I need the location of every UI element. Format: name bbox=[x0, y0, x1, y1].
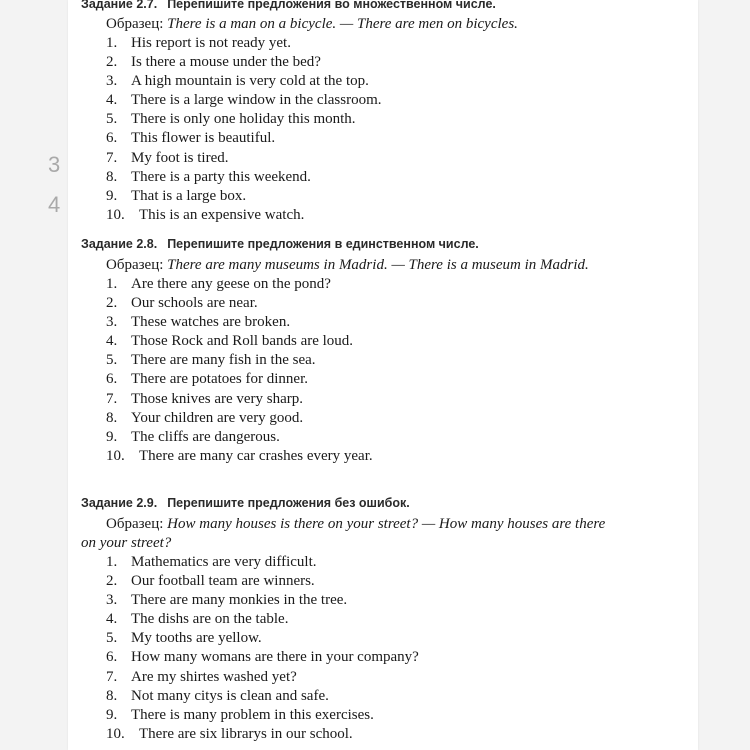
list-item: 7. Are my shirtes washed yet? bbox=[106, 668, 297, 685]
list-item: 3. These watches are broken. bbox=[106, 314, 291, 331]
list-item: 2. Our schools are near. bbox=[106, 295, 258, 312]
task-2-8 bbox=[81, 235, 626, 466]
list-item: 1. Are there any geese on the pond? bbox=[106, 276, 331, 292]
task-2-9 bbox=[81, 494, 626, 744]
list-item: 5. There are many fish in the sea. bbox=[106, 352, 316, 369]
example-sentence bbox=[81, 515, 612, 553]
task-number: Задание 2.7. bbox=[81, 0, 158, 11]
list-item: 6. How many womans are there in your company? bbox=[106, 649, 419, 666]
example-label: Образец: bbox=[106, 16, 164, 32]
example-label: Образец: bbox=[106, 516, 164, 532]
exercise-list bbox=[81, 275, 626, 466]
list-item: 3. There are many monkies in the tree. bbox=[106, 592, 348, 609]
list-item: 4. The dishs are on the table. bbox=[106, 611, 289, 628]
list-item: 1. His report is not ready yet. bbox=[106, 35, 291, 51]
example-sentence bbox=[81, 256, 612, 275]
list-item: 7. Those knives are very sharp. bbox=[106, 390, 304, 407]
list-item: 8. Your children are very good. bbox=[106, 409, 304, 426]
list-item: 10. There are many car crashes every year. bbox=[106, 447, 373, 464]
list-item: 1. Mathematics are very difficult. bbox=[106, 554, 317, 570]
example-text: There are many museums in Madrid. — There is a museum in Madrid. bbox=[167, 257, 589, 273]
list-item: 6. There are potatoes for dinner. bbox=[106, 371, 309, 388]
list-item: 10. This is an expensive watch. bbox=[106, 206, 305, 223]
list-item: 8. There is a party this weekend. bbox=[106, 168, 311, 185]
list-item: 7. My foot is tired. bbox=[106, 149, 229, 166]
list-item: 9. The cliffs are dangerous. bbox=[106, 428, 280, 445]
margin-number: 4 bbox=[48, 192, 61, 217]
list-item: 6. This flower is beautiful. bbox=[106, 130, 276, 147]
task-number: Задание 2.8. bbox=[81, 237, 158, 251]
list-item: 2. Is there a mouse under the bed? bbox=[106, 54, 321, 71]
task-number: Задание 2.9. bbox=[81, 496, 158, 510]
list-item: 8. Not many citys is clean and safe. bbox=[106, 687, 329, 704]
list-item: 10. There are six librarys in our school. bbox=[106, 725, 353, 742]
example-label: Образец: bbox=[106, 257, 164, 273]
exercise-list bbox=[81, 34, 626, 225]
list-item: 4. There is a large window in the classroom. bbox=[106, 92, 382, 109]
task-header bbox=[81, 494, 626, 512]
list-item: 9. There is many problem in this exercises. bbox=[106, 706, 374, 723]
list-item: 5. There is only one holiday this month. bbox=[106, 111, 356, 128]
list-item: 2. Our football team are winners. bbox=[106, 573, 315, 590]
task-instruction: Перепишите предложения без ошибок. bbox=[167, 496, 410, 510]
list-item: 5. My tooths are yellow. bbox=[106, 630, 262, 647]
list-item: 4. Those Rock and Roll bands are loud. bbox=[106, 333, 354, 350]
task-instruction: Перепишите предложения во множественном числе. bbox=[167, 0, 496, 11]
task-header bbox=[81, 235, 626, 253]
list-item: 9. That is a large box. bbox=[106, 187, 247, 204]
task-2-7 bbox=[81, 0, 626, 225]
example-text: There is a man on a bicycle. — There are men on bicycles. bbox=[167, 16, 518, 32]
task-instruction: Перепишите предложения в единственном числе. bbox=[167, 237, 479, 251]
margin-number: 3 bbox=[48, 152, 61, 177]
list-item: 3. A high mountain is very cold at the top. bbox=[106, 73, 369, 90]
example-sentence bbox=[81, 15, 612, 34]
example-text: How many houses is there on your street? — How many houses are there on your street? bbox=[81, 516, 606, 551]
task-header bbox=[81, 0, 626, 13]
exercise-list bbox=[81, 553, 626, 744]
